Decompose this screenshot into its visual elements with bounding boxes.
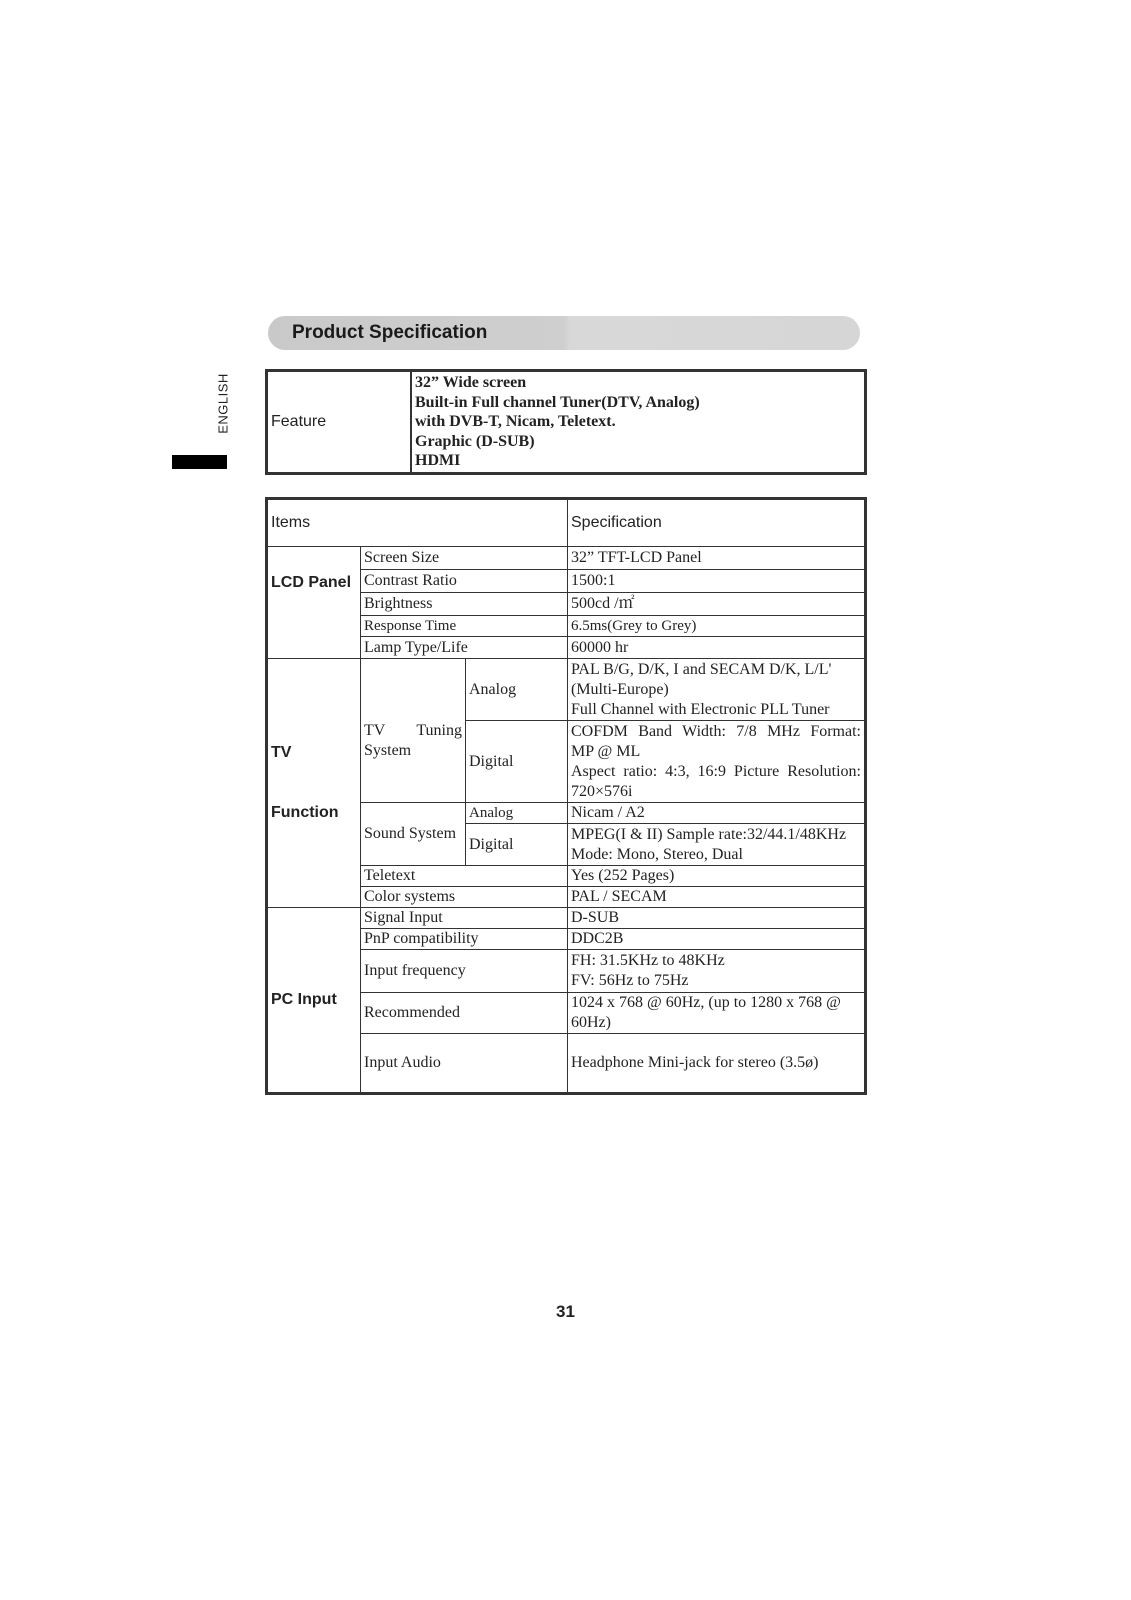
value-cell: 500cd /㎡ [568, 593, 866, 616]
group-label-line: Function [271, 804, 339, 821]
item-cell: Teletext [361, 866, 568, 887]
value-cell: Headphone Mini-jack for stereo (3.5ø) [568, 1034, 866, 1094]
item-cell: Recommended [361, 993, 568, 1034]
value-cell [568, 824, 866, 866]
subitem-digital: Digital [466, 824, 568, 866]
group-pc-input: PC Input [267, 908, 361, 1094]
item-cell: Color systems [361, 887, 568, 908]
item-cell: Response Time [361, 616, 568, 637]
value-line: 60Hz) [571, 1014, 611, 1031]
value-cell: 60000 hr [568, 637, 866, 659]
value-cell: Nicam / A2 [568, 803, 866, 824]
feature-line: 32” Wide screen [415, 374, 527, 391]
value-line: PAL B/G, D/K, I and SECAM D/K, L/L' [571, 660, 832, 678]
value-cell: Yes (252 Pages) [568, 866, 866, 887]
header-specification: Specification [568, 499, 866, 547]
value-cell: 32” TFT-LCD Panel [568, 547, 866, 570]
item-cell: Brightness [361, 593, 568, 616]
subitem-analog: Analog [466, 659, 568, 721]
language-marker-bar [172, 455, 227, 469]
value-cell [568, 659, 866, 721]
value-line: MPEG(I & II) Sample rate:32/44.1/48KHz [571, 825, 847, 843]
subitem-analog: Analog [466, 803, 568, 824]
value-line: FV: 56Hz to 75Hz [571, 972, 689, 989]
group-tv-function [267, 659, 361, 908]
feature-line: with DVB-T, Nicam, Teletext. [415, 413, 616, 430]
tuning-label-line: System [364, 741, 412, 759]
header-items: Items [267, 499, 568, 547]
group-lcd-panel: LCD Panel [267, 547, 361, 659]
feature-table [265, 369, 867, 475]
value-cell: DDC2B [568, 929, 866, 950]
value-line: MP @ ML [571, 742, 641, 760]
feature-line: Graphic (D-SUB) [415, 432, 535, 450]
item-cell: Input Audio [361, 1034, 568, 1094]
value-line: (Multi-Europe) [571, 680, 669, 698]
section-banner [268, 316, 860, 350]
value-line: COFDM Band Width: 7/8 MHz Format: [571, 722, 861, 740]
table-header-row [267, 499, 866, 547]
item-sound-system: Sound System [361, 803, 466, 866]
value-cell: 6.5ms(Grey to Grey) [568, 616, 866, 637]
feature-label: Feature [267, 371, 412, 474]
table-row [267, 659, 866, 721]
item-cell: Screen Size [361, 547, 568, 570]
language-tab [212, 372, 232, 442]
section-title: Product Specification [292, 322, 488, 343]
value-line: FH: 31.5KHz to 48KHz [571, 952, 725, 969]
value-line: Mode: Mono, Stereo, Dual [571, 845, 743, 863]
specification-table [265, 497, 867, 1095]
value-cell [568, 993, 866, 1034]
item-cell: Lamp Type/Life [361, 637, 568, 659]
feature-line: Built-in Full channel Tuner(DTV, Analog) [415, 393, 700, 411]
item-cell: Contrast Ratio [361, 570, 568, 593]
table-row [267, 547, 866, 570]
value-cell [568, 721, 866, 803]
item-tuning-system [361, 659, 466, 803]
value-line: 720×576i [571, 782, 633, 800]
table-row [267, 908, 866, 929]
language-label: ENGLISH [215, 373, 231, 434]
page-number: 31 [556, 1302, 575, 1321]
value-line: Full Channel with Electronic PLL Tuner [571, 700, 830, 718]
item-cell: Input frequency [361, 950, 568, 993]
subitem-digital: Digital [466, 721, 568, 803]
value-cell: PAL / SECAM [568, 887, 866, 908]
group-label-line: TV [271, 744, 292, 761]
value-line: 1024 x 768 @ 60Hz, (up to 1280 x 768 @ [571, 994, 841, 1011]
feature-line: HDMI [415, 452, 461, 469]
value-cell: D-SUB [568, 908, 866, 929]
value-cell [568, 950, 866, 993]
value-cell: 1500:1 [568, 570, 866, 593]
tuning-label-line: TV Tuning [364, 721, 462, 739]
feature-list [411, 371, 866, 474]
item-cell: Signal Input [361, 908, 568, 929]
item-cell: PnP compatibility [361, 929, 568, 950]
value-line: Aspect ratio: 4:3, 16:9 Picture Resolution: [571, 762, 861, 780]
